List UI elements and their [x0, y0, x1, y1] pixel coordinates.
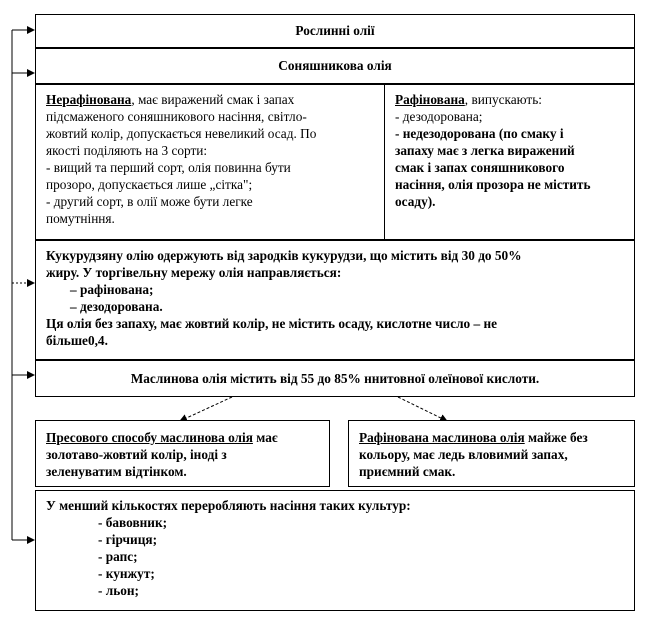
corn-box	[35, 240, 635, 360]
olive-refined-box	[348, 420, 635, 487]
unrefined-term: Нерафінована	[46, 92, 132, 107]
corn-line-0: Кукурудзяну олію одержують від зародків кукурудзи, що містить від 30 до 50%	[46, 248, 522, 263]
other-item-1: - гірчиця;	[98, 532, 157, 547]
olive-title: Маслинова олія містить від 55 до 85% ннитовної олеїнової кислоти.	[130, 371, 540, 386]
refined-line-5: насіння, олія прозора не містить	[395, 177, 591, 192]
olive-title-box	[35, 360, 635, 397]
sunflower-title-box	[35, 48, 635, 84]
olive-pressed-term: Пресового способу маслинова олія	[46, 430, 253, 445]
olive-refined-line-0: майже без	[524, 430, 588, 445]
unrefined-line-2: жовтий колір, допускається невеликий осад. По	[46, 126, 317, 141]
unrefined-line-7: помутніння.	[46, 211, 115, 226]
unrefined-line-4: - вищий та перший сорт, олія повинна бути	[46, 160, 291, 175]
other-item-0: - бавовник;	[98, 515, 168, 530]
refined-line-4: смак і запах соняшникового	[395, 160, 565, 175]
arrow-olive-pressed	[180, 397, 232, 421]
corn-line-4: Ця олія без запаху, має жовтий колір, не містить осаду, кислотне число – не	[46, 316, 498, 331]
unrefined-line-0: , має виражений смак і запах	[131, 92, 295, 107]
corn-line-2: – рафінована;	[70, 282, 154, 297]
olive-pressed-line-1: золотаво-жовтий колір, іноді з	[46, 447, 227, 462]
other-intro: У менший кількостях переробляють насіння таких культур:	[46, 498, 411, 513]
corn-line-3: – дезодорована.	[70, 299, 163, 314]
unrefined-line-6: - другий сорт, в олії може бути легке	[46, 194, 253, 209]
olive-pressed-box	[35, 420, 330, 487]
sunflower-unrefined-box	[35, 84, 385, 240]
refined-line-2: - недезодорована (по смаку і	[395, 126, 564, 141]
title-text: Рослинні олії	[295, 23, 375, 38]
unrefined-line-5: прозоро, допускається лише „сітка";	[46, 177, 253, 192]
unrefined-line-3: якості поділяють на 3 сорти:	[46, 143, 208, 158]
other-item-3: - кунжут;	[98, 566, 155, 581]
olive-refined-line-1: кольору, має ледь вловимий запах,	[359, 447, 568, 462]
other-item-2: - рапс;	[98, 549, 138, 564]
other-item-4: - льон;	[98, 583, 139, 598]
unrefined-line-1: підсмаженого соняшникового насіння, світло-	[46, 109, 307, 124]
sunflower-refined-box	[384, 84, 635, 240]
olive-pressed-line-2: зеленуватим відтінком.	[46, 464, 187, 479]
arrow-olive-refined	[398, 397, 447, 421]
corn-line-1: жиру. У торгівельну мережу олія направляється:	[46, 265, 342, 280]
olive-pressed-line-0: має	[252, 430, 278, 445]
title-box	[35, 14, 635, 48]
refined-line-0: , випускають:	[464, 92, 542, 107]
olive-refined-line-2: приємний смак.	[359, 464, 456, 479]
refined-term: Рафінована	[395, 92, 465, 107]
refined-line-1: - дезодорована;	[395, 109, 483, 124]
sunflower-title: Соняшникова олія	[278, 58, 392, 73]
other-crops-box	[35, 490, 635, 611]
olive-refined-term: Рафінована маслинова олія	[359, 430, 525, 445]
refined-line-6: осаду).	[395, 194, 436, 209]
refined-line-3: запаху має з легка виражений	[395, 143, 575, 158]
corn-line-5: більше0,4.	[46, 333, 108, 348]
